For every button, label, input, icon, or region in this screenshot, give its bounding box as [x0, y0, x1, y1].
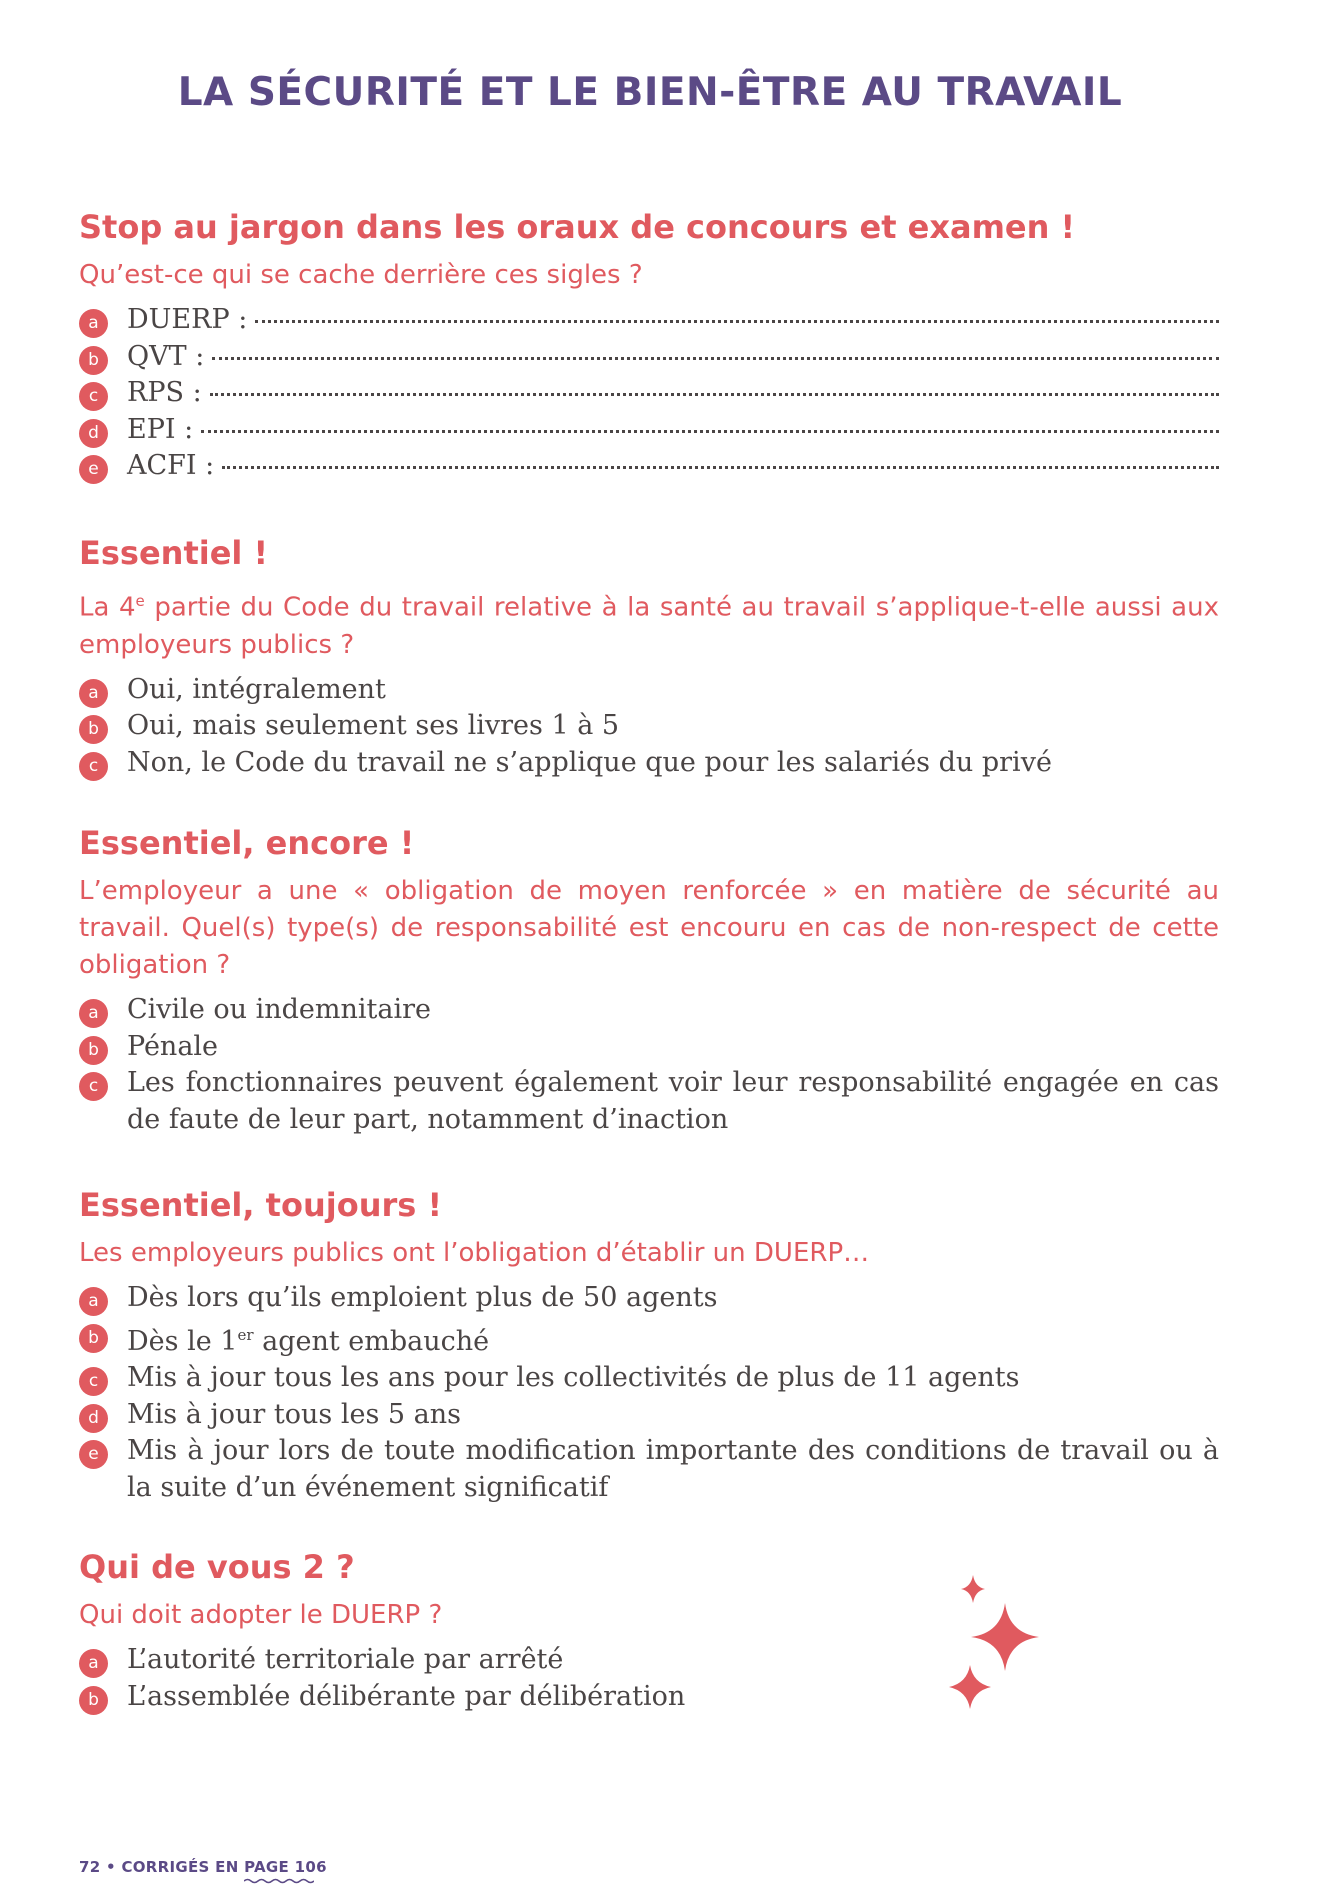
option-letter-badge: c [79, 382, 108, 411]
option-text: Civile ou indemnitaire [127, 994, 431, 1026]
option-letter-badge: e [79, 455, 108, 484]
option-text: QVT : [127, 340, 205, 372]
option-letter-badge: b [79, 1686, 108, 1715]
option-list [79, 672, 1219, 782]
option-text: Non, le Code du travail ne s’applique que pour les salariés du privé [127, 746, 1052, 778]
option-item[interactable] [79, 412, 1219, 449]
section-stop-jargon [79, 210, 1219, 485]
option-text: Dès le 1er agent embauché [127, 1325, 490, 1357]
option-letter-badge: d [79, 1404, 108, 1433]
option-item[interactable] [79, 375, 1219, 412]
option-text: RPS : [127, 377, 202, 409]
section-qui-de-vous [79, 1550, 1219, 1715]
option-text: Mis à jour lors de toute modification importante des conditions de travail ou à la suite d’un événement significatif [127, 1435, 1219, 1503]
option-letter-badge: b [79, 1036, 108, 1065]
option-item[interactable] [79, 1280, 1219, 1317]
option-item[interactable] [79, 339, 1219, 376]
option-item[interactable] [79, 1065, 1219, 1138]
option-letter-badge: b [79, 346, 108, 375]
section-question: Les employeurs publics ont l’obligation d’établir un DUERP… [79, 1238, 870, 1269]
option-item[interactable] [79, 708, 1219, 745]
option-list [79, 1642, 1219, 1715]
answer-dotted-line[interactable] [210, 393, 1219, 396]
option-item[interactable] [79, 1317, 1219, 1361]
answers-page-link[interactable]: PAGE 106 [244, 1858, 327, 1876]
option-text: Oui, intégralement [127, 673, 386, 705]
option-item[interactable] [79, 1679, 1219, 1716]
option-letter-badge: c [79, 1072, 108, 1101]
section-title: Qui de vous 2 ? [79, 1548, 355, 1586]
sparkles-icon [945, 1575, 1045, 1735]
option-text: Mis à jour tous les ans pour les collectivités de plus de 11 agents [127, 1362, 1020, 1394]
option-list [79, 1280, 1219, 1506]
answer-dotted-line[interactable] [201, 430, 1219, 433]
option-text: Pénale [127, 1030, 219, 1062]
option-item[interactable] [79, 1397, 1219, 1434]
option-letter-badge: c [79, 752, 108, 781]
answer-dotted-line[interactable] [212, 357, 1219, 360]
option-letter-badge: b [79, 715, 108, 744]
section-title: Essentiel ! [79, 534, 269, 572]
option-text: EPI : [127, 413, 194, 445]
page-footer [79, 1858, 327, 1876]
option-text: L’assemblée délibérante par délibération [127, 1680, 686, 1712]
option-item[interactable] [79, 302, 1219, 339]
option-letter-badge: a [79, 1649, 108, 1678]
option-letter-badge: e [79, 1440, 108, 1469]
option-item[interactable] [79, 1433, 1219, 1506]
option-text: Dès lors qu’ils emploient plus de 50 agents [127, 1282, 718, 1314]
section-question: Qu’est-ce qui se cache derrière ces sigles ? [79, 260, 643, 291]
section-title: Essentiel, toujours ! [79, 1186, 443, 1224]
option-letter-badge: d [79, 419, 108, 448]
option-text: Les fonctionnaires peuvent également voir leur responsabilité engagée en cas de faute de leur part, notamment d’inaction [127, 1067, 1219, 1135]
option-item[interactable] [79, 992, 1219, 1029]
section-title: Essentiel, encore ! [79, 824, 415, 862]
option-letter-badge: a [79, 1287, 108, 1316]
option-letter-badge: a [79, 999, 108, 1028]
option-text: Oui, mais seulement ses livres 1 à 5 [127, 710, 620, 742]
section-essentiel [79, 536, 1219, 781]
option-text: DUERP : [127, 304, 248, 336]
section-question: La 4e partie du Code du travail relative à la santé au travail s’applique-t-elle aussi aux employeurs publics ? [79, 592, 1219, 660]
option-letter-badge: b [79, 1324, 108, 1353]
option-text: ACFI : [127, 450, 215, 482]
section-essentiel-toujours [79, 1188, 1219, 1506]
footer-label: CORRIGÉS EN [121, 1858, 239, 1876]
option-item[interactable] [79, 672, 1219, 709]
option-letter-badge: c [79, 1367, 108, 1396]
option-list [79, 302, 1219, 485]
section-question: Qui doit adopter le DUERP ? [79, 1600, 443, 1631]
option-text: Mis à jour tous les 5 ans [127, 1398, 461, 1430]
option-list [79, 992, 1219, 1138]
wave-underline-icon [244, 1878, 314, 1884]
option-item[interactable] [79, 448, 1219, 485]
option-letter-badge: a [79, 309, 108, 338]
section-question: L’employeur a une « obligation de moyen renforcée » en matière de sécurité au travail. Quel(s) type(s) de responsabilité est encouru en cas de non-respect de cette obligation ? [79, 876, 1219, 981]
page-title: LA SÉCURITÉ ET LE BIEN-ÊTRE AU TRAVAIL [177, 70, 1123, 115]
option-text: L’autorité territoriale par arrêté [127, 1644, 564, 1676]
option-letter-badge: a [79, 679, 108, 708]
answer-dotted-line[interactable] [255, 320, 1219, 323]
option-item[interactable] [79, 1360, 1219, 1397]
option-item[interactable] [79, 1029, 1219, 1066]
answer-dotted-line[interactable] [222, 466, 1219, 469]
option-item[interactable] [79, 745, 1219, 782]
section-essentiel-encore [79, 826, 1219, 1138]
page-number: 72 [79, 1858, 101, 1876]
section-title: Stop au jargon dans les oraux de concours et examen ! [79, 208, 1076, 246]
footer-separator: • [106, 1858, 116, 1876]
option-item[interactable] [79, 1642, 1219, 1679]
